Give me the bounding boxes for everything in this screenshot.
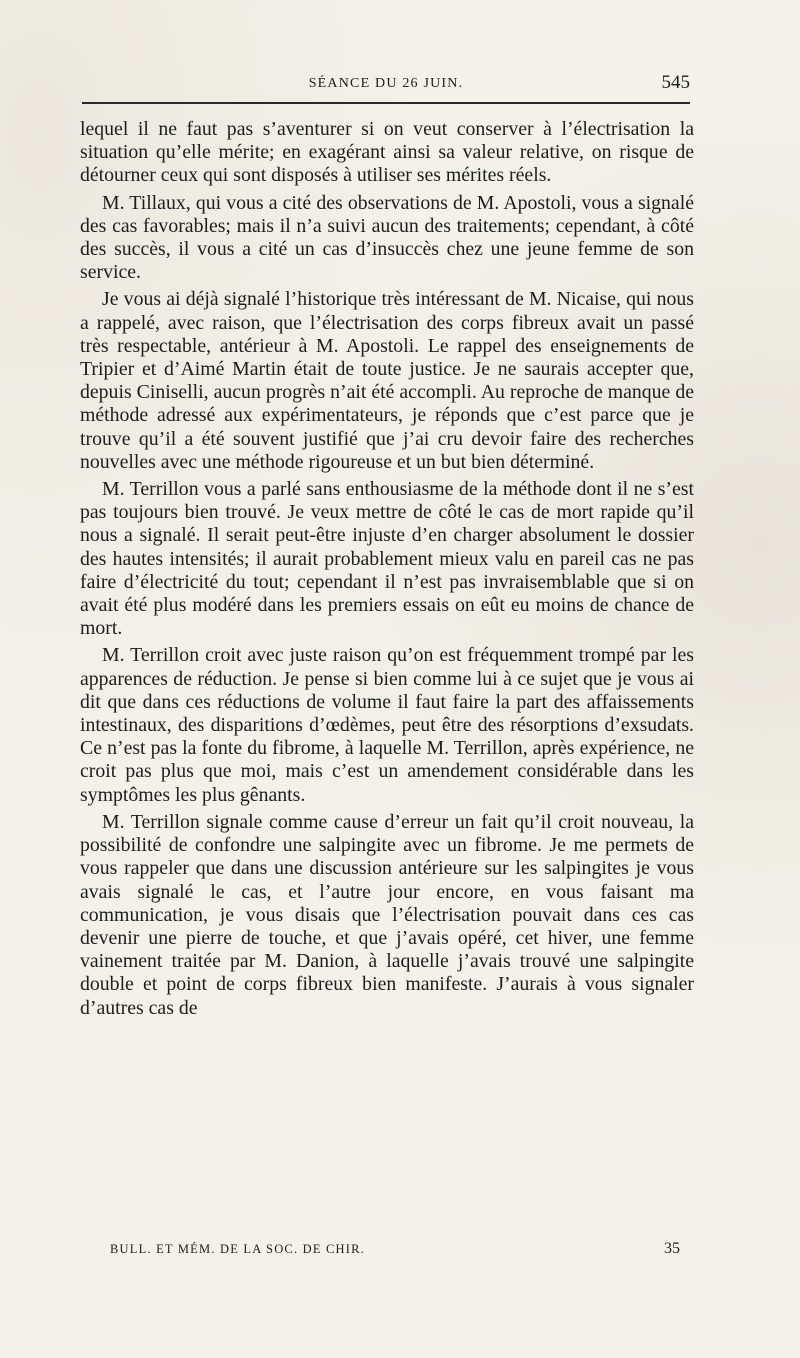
footer-signature: BULL. ET MÉM. DE LA SOC. DE CHIR. [110, 1242, 365, 1256]
page-header [82, 72, 690, 98]
page-number: 545 [661, 72, 690, 93]
header-rule [82, 102, 690, 104]
running-title: SÉANCE DU 26 JUIN. [308, 76, 464, 91]
body-text [80, 118, 694, 1024]
paragraph: M. Tillaux, qui vous a cité des observations de M. Apostoli, vous a signalé des cas favorables; mais il n’a suivi aucun des traitements; cependant, à côté des succès, il vous a cité un cas d’insuccès chez une jeune femme de son service. [80, 191, 694, 284]
paragraph: M. Terrillon croit avec juste raison qu’on est fréquemment trompé par les apparences de réduction. Je pense si bien comme lui à ce sujet que je vous ai dit que dans ces réductions de volume il faut faire la part des affaissements intestinaux, des disparitions d’œdèmes, peut être des résorptions d’exsudats. Ce n’est pas la fonte du fibrome, à laquelle M. Terrillon, après expérience, ne croit pas plus que moi, mais c’est un amendement considérable dans les symptômes les plus gênants. [80, 644, 694, 806]
paragraph: M. Terrillon vous a parlé sans enthousiasme de la méthode dont il ne s’est pas toujours bien trouvé. Je veux mettre de côté le cas de mort rapide qu’il nous a signalé. Il serait peut-être injuste d’en charger absolument le dossier des hautes intensités; il aurait probablement mieux valu en pareil cas ne pas faire d’électricité du tout; cependant il n’est pas invraisemblable que si on avait été plus modéré dans les premiers essais on eût eu moins de chance de mort. [80, 478, 694, 640]
paragraph: M. Terrillon signale comme cause d’erreur un fait qu’il croit nouveau, la possibilité de confondre une salpingite avec un fibrome. Je me permets de vous rappeler que dans une discussion antérieure sur les salpingites je vous avais signalé le cas, et l’autre jour encore, en vous faisant ma communication, je vous disais que l’électrisation pouvait dans ces cas devenir une pierre de touche, et que j’avais opéré, cet hiver, une femme vainement traitée par M. Danion, à laquelle j’avais trouvé une salpingite double et point de corps fibreux bien manifeste. J’aurais à vous signaler d’autres cas de [80, 810, 694, 1019]
page-footer [110, 1240, 680, 1262]
paragraph: Je vous ai déjà signalé l’historique très intéressant de M. Nicaise, qui nous a rappelé, avec raison, que l’électrisation des corps fibreux avait un passé très respectable, antérieur à M. Apostoli. Le rappel des enseignements de Tripier et d’Aimé Martin était de toute justice. Je ne saurais accepter que, depuis Ciniselli, aucun progrès n’ait été accompli. Au reproche de manque de méthode adressé aux expérimentateurs, je réponds que c’est parce que je trouve qu’il a été souvent justifié que j’ai cru devoir faire des recherches nouvelles avec une méthode rigoureuse et un but bien déterminé. [80, 288, 694, 473]
sheet-number: 35 [664, 1240, 680, 1257]
paragraph: lequel il ne faut pas s’aventurer si on veut conserver à l’électrisation la situation qu’elle mérite; en exagérant ainsi sa valeur relative, on risque de détourner ceux qui sont disposés à utiliser ses mérites réels. [80, 118, 694, 187]
